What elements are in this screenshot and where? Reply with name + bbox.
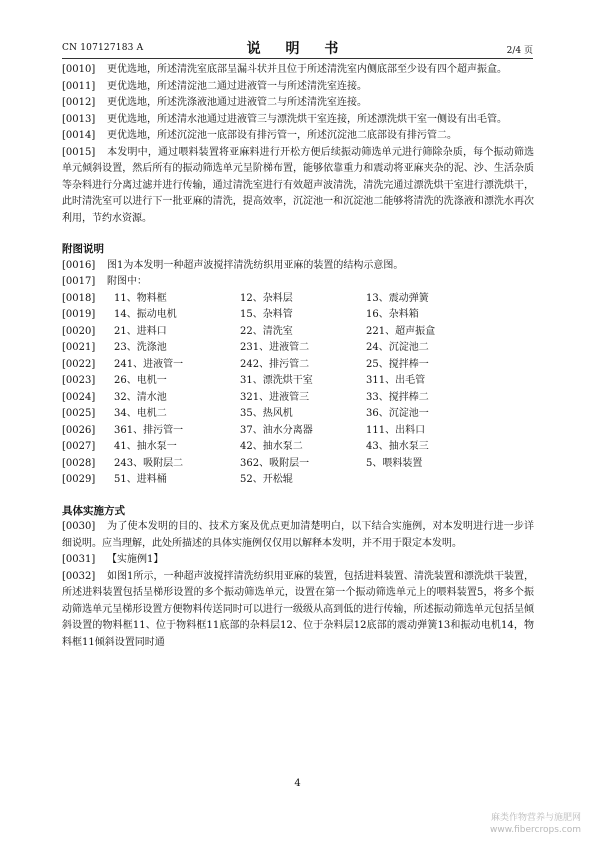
legend-item: 241、进液管一	[114, 358, 184, 370]
paragraph	[62, 95, 534, 112]
paragraph	[62, 519, 534, 552]
legend-row	[62, 456, 534, 473]
paragraph-number: [0032]	[62, 570, 96, 582]
legend-row	[62, 357, 534, 374]
paragraph-number: [0022]	[62, 358, 96, 370]
paragraph	[62, 258, 534, 275]
paragraph-text: 更优选地，所述清水池通过进液管三与漂洗烘干室连接，所述漂洗烘干室一侧设有出毛管。	[107, 113, 507, 125]
watermark-site-name: 麻类作物营养与施肥网	[490, 813, 581, 823]
legend-item: 42、抽水泵二	[240, 441, 303, 452]
paragraph-number: [0015]	[62, 146, 96, 158]
paragraph-number: [0012]	[62, 97, 96, 108]
legend-item: 32、清水池	[114, 391, 167, 403]
watermark	[490, 812, 581, 836]
paragraph-text: 更优选地，所述沉淀池一底部设有排污管一，所述沉淀池二底部设有排污管二。	[107, 130, 457, 141]
paragraph-text: 本发明中，通过喂料装置将亚麻料进行开松方便后续振动筛选单元进行筛除杂质，每个振动筛选单元倾斜设置，然后所有的振动筛选单元呈阶梯布置，能够依靠重力和震动将亚麻夹杂的泥、沙、生活杂质等杂料进行分离过滤并进行传输，通过清洗室进行有效超声波清洗，清洗完通过漂洗烘干室进行漂洗烘干，此时清洗室可以进行下一批亚麻的清洗，提高效率，沉淀池一和沉淀池二能够将清洗的洗涤液和漂洗水再次利用，节约水资源。	[62, 146, 534, 224]
legend-item: 21、进料口	[114, 325, 167, 337]
legend-row	[62, 373, 534, 390]
legend-item: 26、电机一	[114, 375, 167, 386]
paragraph-text: 【实施例1】	[107, 554, 164, 565]
paragraph-number: [0029]	[62, 474, 96, 485]
paragraph	[62, 145, 534, 228]
paragraph-text: 更优选地，所述洗涤液池通过进液管二与所述清洗室连接。	[107, 97, 367, 108]
watermark-url: www.fibercrops.com	[490, 825, 581, 835]
paragraph-number: [0014]	[62, 130, 96, 141]
paragraph-number: [0020]	[62, 325, 96, 337]
paragraph	[62, 79, 534, 96]
figure-legend-list	[62, 291, 534, 489]
legend-item: 24、沉淀池二	[366, 342, 429, 353]
legend-row	[62, 390, 534, 407]
legend-item: 37、油水分离器	[240, 424, 313, 436]
legend-item	[366, 472, 492, 489]
paragraph	[62, 112, 534, 129]
paragraph-number: [0011]	[62, 80, 96, 92]
legend-item: 243、吸附层二	[114, 457, 184, 469]
paragraph-number: [0028]	[62, 457, 96, 469]
legend-item: 35、热风机	[240, 408, 293, 419]
paragraph-number: [0010]	[62, 64, 96, 75]
paragraph-number: [0031]	[62, 554, 96, 565]
paragraph-text: 更优选地，所述清淀池二通过进液管一与所述清洗室连接。	[107, 80, 367, 92]
legend-item: 22、清洗室	[240, 325, 293, 337]
paragraph-number: [0030]	[62, 521, 96, 532]
legend-item: 34、电机二	[114, 408, 167, 419]
patent-number: CN 107127183 A	[62, 43, 144, 53]
paragraph-number: [0024]	[62, 391, 96, 403]
legend-row	[62, 423, 534, 440]
paragraph-number: [0013]	[62, 113, 96, 125]
paragraph-text: 为了使本发明的目的、技术方案及优点更加清楚明白，以下结合实施例，对本发明进行进一步详细说明。应当理解，此处所描述的具体实施例仅仅用以解释本发明，并不用于限定本发明。	[62, 521, 534, 549]
header-rule	[62, 58, 533, 59]
document-body	[62, 62, 534, 651]
legend-item: 111、出料口	[366, 424, 426, 436]
section-heading-figures: 附图说明	[62, 243, 104, 255]
legend-item: 362、吸附层一	[240, 457, 310, 469]
legend-item: 11、物料框	[114, 292, 167, 304]
legend-item: 13、震动弹簧	[366, 292, 429, 304]
document-title: 说 明 书	[246, 41, 349, 57]
legend-row	[62, 439, 534, 456]
legend-item: 25、搅拌棒一	[366, 358, 429, 370]
legend-item: 31、漂洗烘干室	[240, 375, 313, 386]
legend-row	[62, 472, 534, 489]
legend-row	[62, 307, 534, 324]
legend-row	[62, 324, 534, 341]
paragraph-number: [0017]	[62, 276, 96, 287]
paragraph-number: [0025]	[62, 408, 96, 419]
paragraph-number: [0027]	[62, 441, 96, 452]
legend-item: 321、进液管三	[240, 391, 310, 403]
legend-item: 43、抽水泵三	[366, 441, 429, 452]
legend-row	[62, 406, 534, 423]
legend-item: 242、排污管二	[240, 358, 310, 370]
paragraph-number: [0021]	[62, 342, 96, 353]
paragraph	[62, 569, 534, 652]
page-number: 4	[294, 778, 301, 789]
legend-item: 33、搅拌棒二	[366, 391, 429, 403]
legend-item: 52、开松辊	[240, 474, 293, 485]
legend-item: 36、沉淀池一	[366, 408, 429, 419]
legend-item: 51、进料桶	[114, 474, 167, 485]
paragraph-text: 附图中：	[107, 276, 147, 287]
legend-row	[62, 291, 534, 308]
paragraph	[62, 274, 534, 291]
paragraph-number: [0018]	[62, 292, 96, 304]
paragraph-number: [0023]	[62, 375, 96, 386]
paragraph-number: [0019]	[62, 309, 96, 320]
legend-item: 12、杂料层	[240, 292, 293, 304]
legend-item: 15、杂料管	[240, 309, 293, 320]
legend-item: 41、抽水泵一	[114, 441, 177, 452]
legend-item: 311、出毛管	[366, 375, 426, 386]
paragraph-number: [0016]	[62, 259, 96, 271]
legend-item: 221、超声振盒	[366, 325, 436, 337]
paragraph-text: 图1为本发明一种超声波搅拌清洗纺织用亚麻的装置的结构示意图。	[107, 259, 404, 271]
paragraph-text: 如图1所示，一种超声波搅拌清洗纺织用亚麻的装置，包括进料装置、清洗装置和漂洗烘干装置，所述进料装置包括呈梯形设置的多个振动筛选单元，设置在第一个振动筛选单元上的喂料装置5，将多个振动筛选单元呈梯形设置方便物料传送同时可以进行一级级从高到低的进行传输，所述振动筛选单元包括呈倾斜设置的物料框11、位于物料框11底部的杂料层12、位于杂料层12底部的震动弹簧13和振动电机14，物料框11倾斜设置同时通	[62, 570, 534, 648]
paragraph-number: [0026]	[62, 424, 96, 436]
paragraph-text: 更优选地，所述清洗室底部呈漏斗状并且位于所述清洗室内侧底部至少设有四个超声振盒。	[107, 64, 507, 75]
section-heading-implementation: 具体实施方式	[62, 504, 125, 517]
page-header	[62, 38, 533, 58]
paragraph	[62, 62, 534, 79]
legend-item: 23、洗涤池	[114, 342, 167, 353]
page-indicator: 2/4 页	[506, 46, 533, 56]
legend-item: 231、进液管二	[240, 342, 310, 353]
legend-item: 14、振动电机	[114, 309, 177, 320]
legend-item: 16、杂料箱	[366, 309, 419, 320]
paragraph	[62, 128, 534, 145]
paragraph	[62, 552, 534, 569]
legend-row	[62, 340, 534, 357]
legend-item: 5、喂料装置	[366, 457, 423, 469]
legend-item: 361、排污管一	[114, 424, 184, 436]
